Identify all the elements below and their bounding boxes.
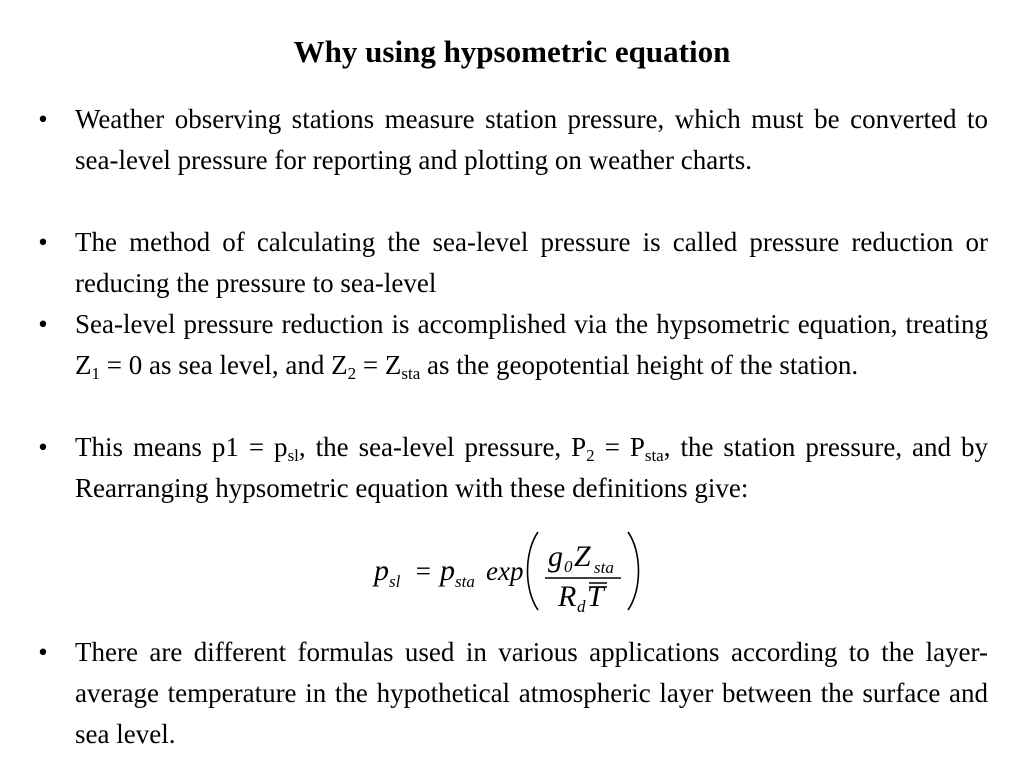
eq-left-paren	[528, 532, 539, 610]
eq-rhs-sub: sta	[455, 572, 475, 591]
bullet-marker: •	[38, 432, 48, 462]
bullet-text-4	[75, 427, 988, 509]
bullet-marker: •	[38, 104, 48, 134]
text-run: = P	[594, 432, 645, 462]
text-run: Weather observing stations measure station pressure, which must be converted to sea-level pressure for reporting and plotting on weather charts.	[75, 104, 988, 175]
subscript: sl	[287, 446, 299, 465]
slide-title: Why using hypsometric equation	[293, 34, 731, 69]
bullet-text-2	[75, 222, 988, 304]
bullet-text-1	[75, 99, 988, 181]
text-run: There are different formulas used in various applications according to the layer-average temperature in the hypothetical atmospheric layer between the surface and sea level.	[75, 637, 988, 749]
subscript: 2	[586, 446, 595, 465]
text-run: = 0 as sea level, and Z	[100, 350, 348, 380]
equation-graphic	[372, 522, 644, 614]
bullet-text-3	[75, 304, 988, 386]
eq-equals: =	[414, 556, 433, 586]
bullet-text-5	[75, 632, 988, 755]
text-run: The method of calculating the sea-level pressure is called pressure reduction or reducing the pressure to sea-level	[75, 227, 988, 298]
bullet-item-1	[38, 99, 988, 181]
eq-num-g: g	[548, 540, 563, 573]
text-run: , the station pressure, and by Rearranging hypsometric equation with these definitions give:	[75, 432, 988, 503]
text-run: , the sea-level pressure, P	[298, 432, 587, 462]
bullet-marker: •	[38, 309, 48, 339]
text-run: This means p1 = p	[75, 432, 288, 462]
text-run: as the geopotential height of the station.	[420, 350, 859, 380]
text-run: Sea-level pressure reduction is accomplished via the hypsometric equation, treating Z	[75, 309, 988, 380]
eq-num-z: Z	[574, 540, 591, 573]
subscript: sta	[401, 364, 421, 383]
eq-den-t: T	[587, 580, 604, 613]
eq-right-paren	[628, 532, 639, 610]
subscript: 1	[91, 364, 100, 383]
eq-den-r: R	[558, 580, 577, 613]
eq-lhs-sub: sl	[389, 572, 401, 591]
text-run: = Z	[356, 350, 402, 380]
eq-num-g-sub: 0	[564, 557, 573, 576]
bullet-marker: •	[38, 227, 48, 257]
subscript: sta	[644, 446, 664, 465]
subscript: 2	[347, 364, 357, 383]
eq-rhs-p: p	[440, 554, 455, 587]
bullet-item-5	[38, 632, 988, 755]
eq-exp: exp	[486, 556, 524, 586]
eq-lhs-p: p	[374, 554, 389, 587]
hypsometric-equation	[372, 522, 644, 614]
bullet-item-4	[38, 427, 988, 509]
bullet-item-2	[38, 222, 988, 304]
eq-den-r-sub: d	[577, 597, 586, 614]
bullet-marker: •	[38, 637, 48, 667]
bullet-item-3	[38, 304, 988, 386]
eq-num-z-sub: sta	[594, 558, 614, 577]
